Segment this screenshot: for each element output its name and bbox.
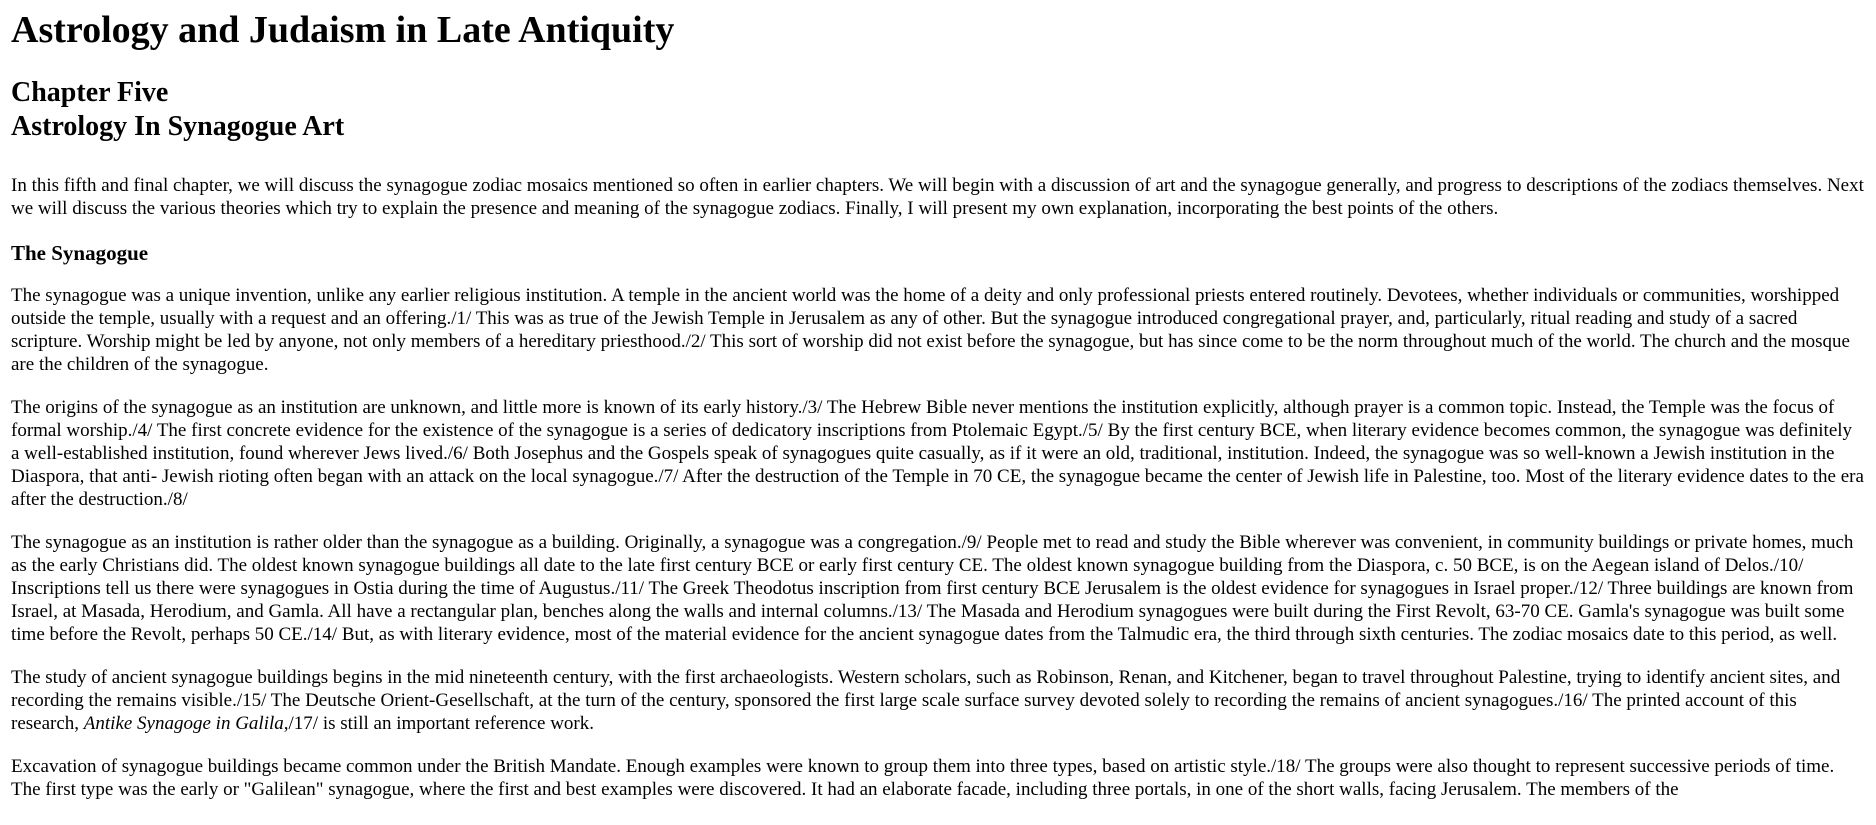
excavation-paragraph: Excavation of synagogue buildings became common under the British Mandate. Enough examples were known to group them into three types, based on artistic style./18/ The groups were also thought to represent successive periods of time. The first type was the early or "Galilean" synagogue, where the first and best examples were discovered. It had an elaborate facade, including three portals, in one of the short walls, facing Jerusalem. The members of the xyxy=(11,756,1835,800)
study-paragraph xyxy=(11,666,1864,735)
body-paragraph: The synagogue was a unique invention, unlike any earlier religious institution. A temple in the ancient world was the home of a deity and only professional priests entered routinely. Devotees, whether individuals or communities, worshipped outside the temple, usually with a request and an offering./1/ This was as true of the Jewish Temple in Jerusalem as any of other. But the synagogue introduced congregational prayer, and, particularly, ritual reading and study of a sacred scripture. Worship might be led by anyone, not only members of a hereditary priesthood./2/ This sort of worship did not exist before the synagogue, but has since come to be the norm throughout much of the world. The church and the mosque are the children of the synagogue. xyxy=(11,285,1850,375)
study-text-after: ,/17/ is still an important reference work. xyxy=(283,713,595,734)
body-paragraph: The origins of the synagogue as an institution are unknown, and little more is known of its early history./3/ The Hebrew Bible never mentions the institution explicitly, although prayer is a common topic. Instead, the Temple was the focus of formal worship./4/ The first concrete evidence for the existence of the synagogue is a series of dedicatory inscriptions from Ptolemaic Egypt./5/ By the first century BCE, when literary evidence becomes common, the synagogue was definitely a well-established institution, found wherever Jews lived./6/ Both Josephus and the Gospels speak of synagogues quite casually, as if it were an old, traditional, institution. Indeed, the synagogue was so well-known a Jewish institution in the Diaspora, that anti- Jewish rioting often began with an attack on the local synagogue./7/ After the destruction of the Temple in 70 CE, the synagogue became the center of Jewish life in Palestine, too. Most of the literary evidence dates to the era after the destruction./8/ xyxy=(11,397,1864,510)
intro-paragraph: In this fifth and final chapter, we will discuss the synagogue zodiac mosaics mentioned so often in earlier chapters. We will begin with a discussion of art and the synagogue generally, and progress to descriptions of the zodiacs themselves. Next we will discuss the various theories which try to explain the presence and meaning of the synagogue zodiacs. Finally, I will present my own explanation, incorporating the best points of the others. xyxy=(11,175,1864,219)
chapter-heading xyxy=(11,76,1864,144)
study-text-before: The study of ancient synagogue buildings begins in the mid nineteenth century, with the first archaeologists. Western scholars, such as Robinson, Renan, and Kitchener, began to travel throughout Palestine, trying to identify ancient sites, and recording the remains visible./15/ The Deutsche Orient-Gesellschaft, at the turn of the century, sponsored the first large scale surface survey devoted solely to recording the remains of ancient synagogues./16/ The printed account of this research, xyxy=(11,667,1841,734)
page-title: Astrology and Judaism in Late Antiquity xyxy=(11,9,675,51)
book-title: Antike Synagoge in Galila xyxy=(83,713,284,734)
document-page xyxy=(0,8,1876,801)
chapter-name: Astrology In Synagogue Art xyxy=(11,111,345,142)
chapter-number: Chapter Five xyxy=(11,77,169,108)
body-paragraph: The synagogue as an institution is rather older than the synagogue as a building. Originally, a synagogue was a congregation./9/ People met to read and study the Bible wherever was convenient, in community buildings or private homes, much as the early Christians did. The oldest known synagogue buildings all date to the late first century BCE or early first century CE. The oldest known synagogue building from the Diaspora, c. 50 BCE, is on the Aegean island of Delos./10/ Inscriptions tell us there were synagogues in Ostia during the time of Augustus./11/ The Greek Theodotus inscription from first century BCE Jerusalem is the oldest evidence for synagogues in Israel proper./12/ Three buildings are known from Israel, at Masada, Herodium, and Gamla. All have a rectangular plan, benches along the walls and internal columns./13/ The Masada and Herodium synagogues were built during the First Revolt, 63-70 CE. Gamla's synagogue was built some time before the Revolt, perhaps 50 CE./14/ But, as with literary evidence, most of the material evidence for the ancient synagogue dates from the Talmudic era, the third through sixth centuries. The zodiac mosaics date to this period, as well. xyxy=(11,532,1854,645)
section-heading: The Synagogue xyxy=(11,241,149,265)
